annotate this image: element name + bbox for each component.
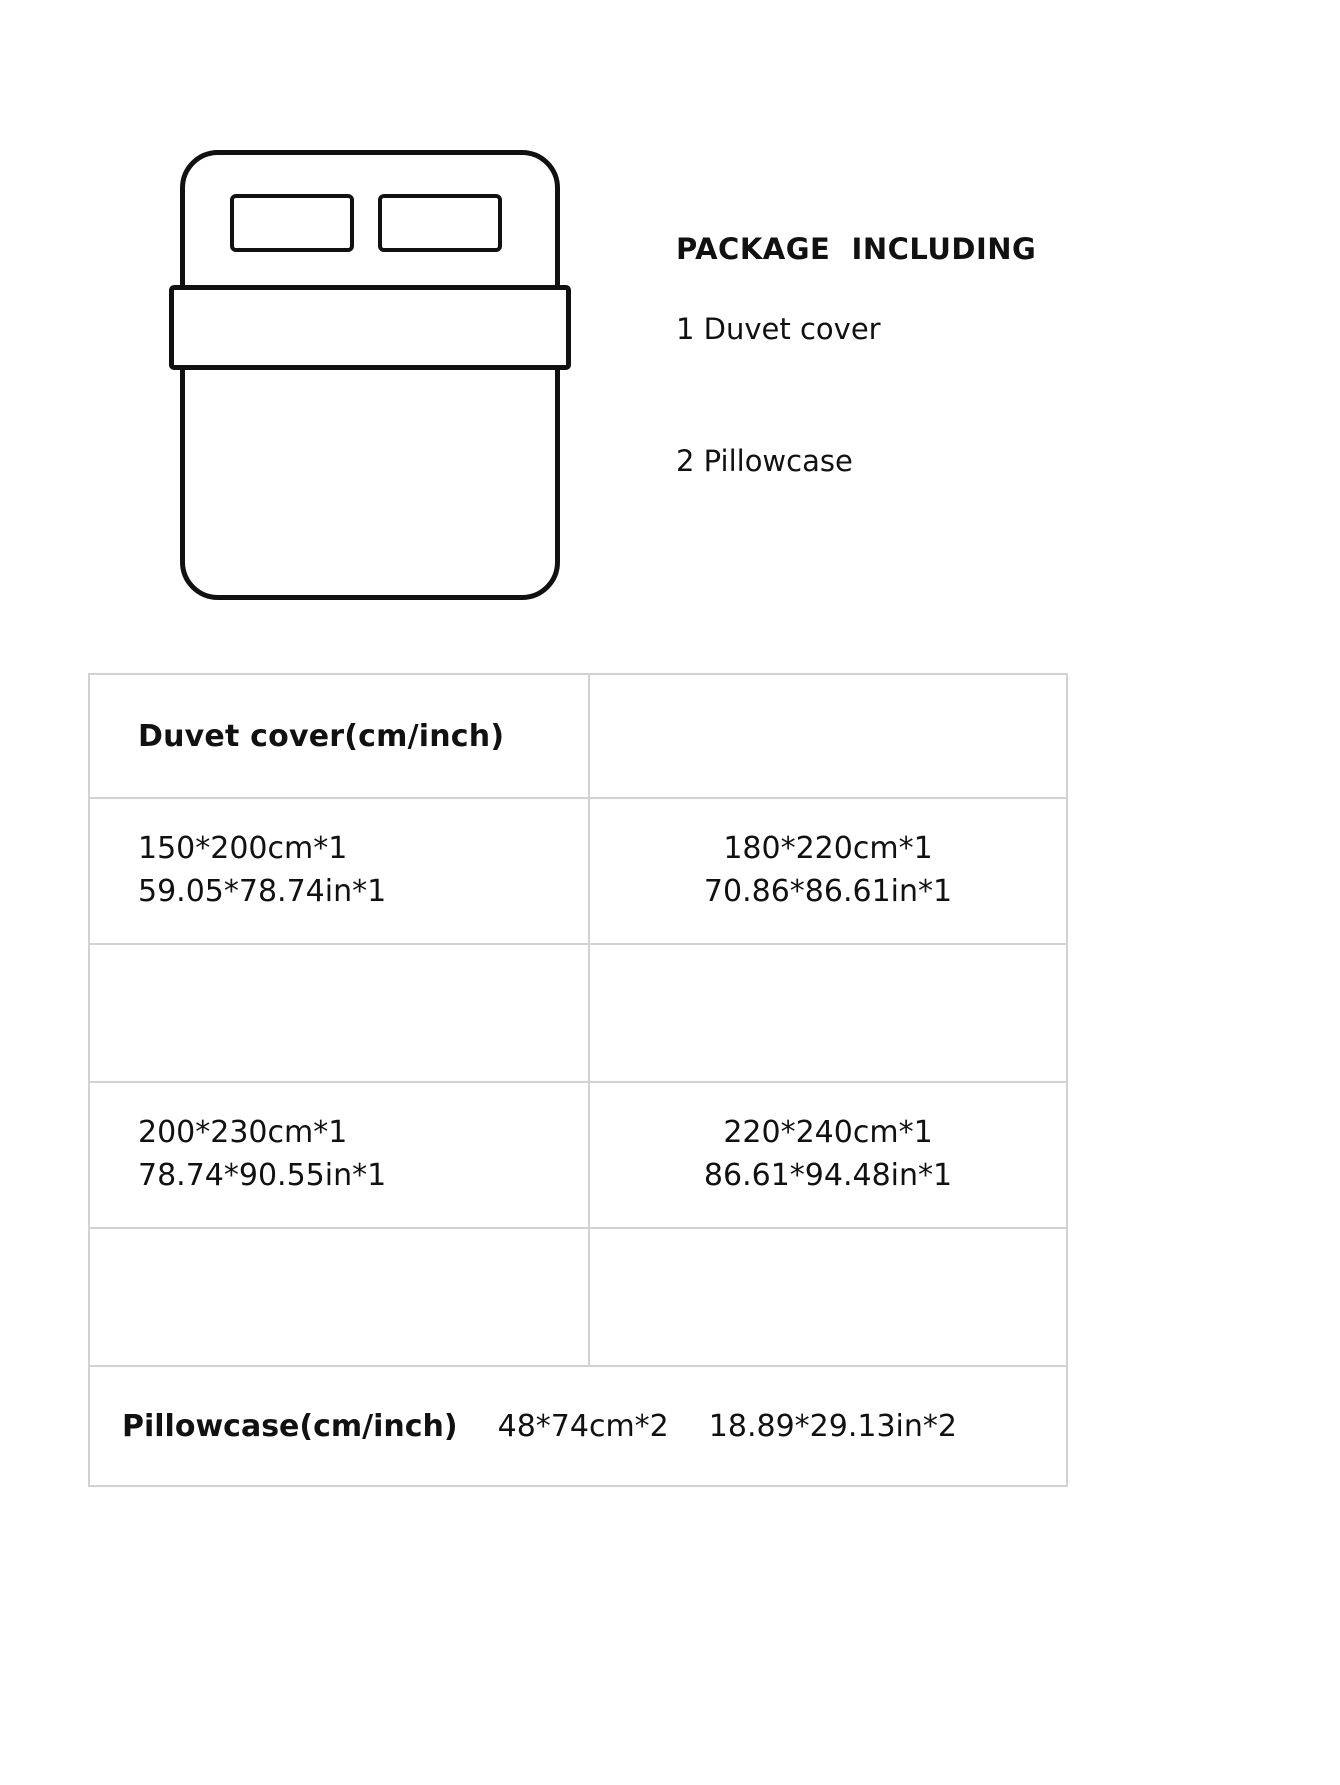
size-cm-right-1: 180*220cm*1 [723,831,933,867]
table-row [89,1228,1067,1366]
size-in-left-1: 59.05*78.74in*1 [138,874,387,909]
header-empty-cell [589,674,1067,798]
package-item-pillowcase: 2 Pillowcase [676,444,853,478]
pillow-left-shape [230,194,354,252]
size-in-right-3: 86.61*94.48in*1 [703,1158,953,1193]
pillow-right-shape [378,194,502,252]
bed-illustration [180,150,560,600]
table-row [89,944,1067,1082]
size-cell-left-4 [89,1228,589,1366]
pillowcase-label: Pillowcase(cm/inch) [122,1408,458,1444]
size-specification-table [88,673,1068,1487]
package-item-duvet-cover: 1 Duvet cover [676,312,881,346]
duvet-cover-header-label: Duvet cover(cm/inch) [138,718,505,754]
size-cell-right-3 [589,1082,1067,1228]
package-including-block [676,232,1236,478]
size-cell-right-1 [589,798,1067,944]
size-in-right-1: 70.86*86.61in*1 [703,874,953,909]
size-cell-right-4 [589,1228,1067,1366]
product-illustration-section [0,0,1340,690]
pillowcase-cell [89,1366,1067,1486]
size-cm-left-1: 150*200cm*1 [138,831,348,867]
duvet-band-shape [169,285,571,370]
table-row-header [89,674,1067,798]
size-in-left-3: 78.74*90.55in*1 [138,1158,387,1193]
package-including-title: PACKAGE INCLUDING [676,232,1037,266]
table-row [89,1082,1067,1228]
size-cell-left-3 [89,1082,589,1228]
size-cell-right-2 [589,944,1067,1082]
size-cm-right-3: 220*240cm*1 [723,1115,933,1151]
table-row-pillowcase [89,1366,1067,1486]
duvet-cover-header-cell [89,674,589,798]
size-cell-left-1 [89,798,589,944]
size-cell-left-2 [89,944,589,1082]
size-cm-left-3: 200*230cm*1 [138,1115,348,1151]
table-row [89,798,1067,944]
pillowcase-size-cm: 48*74cm*2 [497,1408,669,1444]
pillowcase-size-in: 18.89*29.13in*2 [708,1408,957,1444]
